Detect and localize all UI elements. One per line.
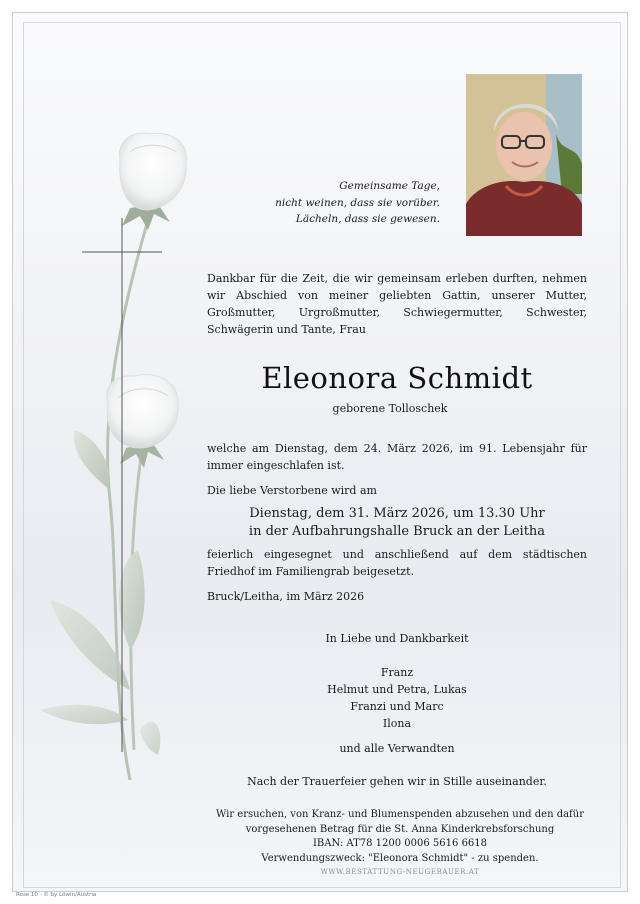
place-date: Bruck/Leitha, im März 2026 <box>207 590 365 603</box>
footer-line: vorgesehenen Betrag für die St. Anna Kinderkrebsforschung <box>245 823 555 835</box>
mourner: Helmut und Petra, Lukas <box>327 683 467 696</box>
burial-location: in der Aufbahrungshalle Bruck an der Leitha <box>248 524 546 539</box>
burial-date: Dienstag, dem 31. März 2026, um 13.30 Uhr <box>249 506 545 521</box>
poem <box>260 178 440 228</box>
footer-line: Wir ersuchen, von Kranz- und Blumenspenden abzusehen und den dafür <box>216 809 584 820</box>
burial-outro: feierlich eingesegnet und anschließend auf dem städtischen Friedhof im Familiengrab beigesetzt. <box>207 548 587 578</box>
portrait-photo <box>466 74 582 236</box>
footer-line: IBAN: AT78 1200 0006 5616 6618 <box>312 838 488 849</box>
burial-details <box>207 505 587 541</box>
footer-line: Verwendungszweck: "Eleonora Schmidt" - zu spenden. <box>261 852 539 864</box>
website: WWW.BESTATTUNG-NEUGEBAUER.AT <box>320 868 480 876</box>
poem-line: Lächeln, dass sie gewesen. <box>295 213 440 225</box>
closing-phrase: In Liebe und Dankbarkeit <box>325 632 469 645</box>
mourners-list <box>207 664 587 732</box>
poem-line: nicht weinen, dass sie vorüber. <box>275 196 440 209</box>
mourner: Franzi und Marc <box>350 700 444 713</box>
mourner: Franz <box>380 666 414 679</box>
poem-line: Gemeinsame Tage, <box>339 180 440 192</box>
donation-notice <box>200 808 600 866</box>
burial-intro: Die liebe Verstorbene wird am <box>207 484 377 497</box>
relatives: und alle Verwandten <box>339 742 455 755</box>
death-notice: welche am Dienstag, dem 24. März 2026, im 91. Lebensjahr für immer eingeschlafen ist. <box>207 442 587 472</box>
image-credit: Rose 10 - © by Löwin/Austria <box>16 892 97 898</box>
deceased-name: Eleonora Schmidt <box>261 361 533 395</box>
intro-text: Dankbar für die Zeit, die wir gemeinsam erleben durften, nehmen wir Abschied von meiner geliebten Gattin, unserer Mutter, Großmutter, Urgroßmutter, Schwiegermutter, Schwester, Schwägerin und Tante, Frau <box>207 272 587 336</box>
rose-illustration <box>30 130 200 850</box>
maiden-name: geborene Tolloschek <box>332 402 448 415</box>
ceremony-note: Nach der Trauerfeier gehen wir in Stille auseinander. <box>247 775 547 788</box>
mourner: Ilona <box>382 717 412 730</box>
